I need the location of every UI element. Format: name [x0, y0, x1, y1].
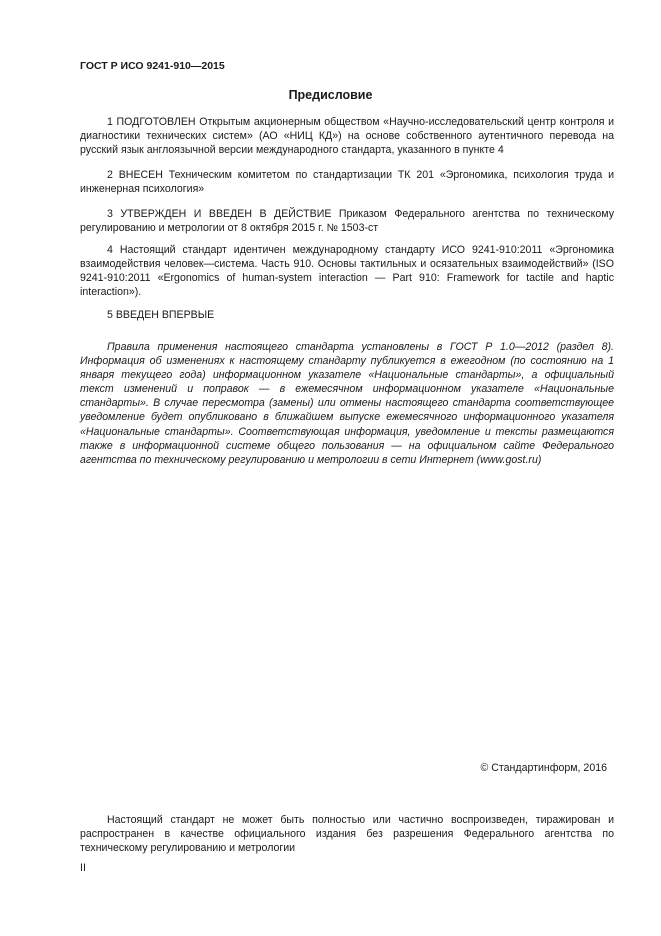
paragraph-introduced: 5 ВВЕДЕН ВПЕРВЫЕ	[107, 309, 215, 321]
document-code-header: ГОСТ Р ИСО 9241-910—2015	[80, 60, 225, 72]
paragraph-submitted: 2 ВНЕСЕН Техническим комитетом по стандартизации ТК 201 «Эргономика, психология труда и инженерная психология»	[80, 169, 614, 196]
paragraph-prepared: 1 ПОДГОТОВЛЕН Открытым акционерным обществом «Научно-исследовательский центр контроля и диагностики технических систем» (АО «НИЦ КД») на основе собственного аутентичного перевода на русский язык англоязычной версии международного стандарта, указанного в пункте 4	[80, 116, 614, 157]
rules-note: Правила применения настоящего стандарта установлены в ГОСТ Р 1.0—2012 (раздел 8). Информация об изменениях к настоящему стандарту публикуется в ежегодном (по состоянию на 1 января текущего года) информационном указателе «Национальные стандарты», а официальный текст изменений и поправок — в ежемесячном информационном указателе «Национальные стандарты». В случае пересмотра (замены) или отмены настоящего стандарта соответствующее уведомление будет опубликовано в ближайшем выпуске ежемесячного информационного указателя «Национальные стандарты». Соответствующая информация, уведомление и тексты размещаются также в информационной системе общего пользования — на официальном сайте Федерального агентства по техническому регулированию и метрологии в сети Интернет (www.gost.ru)	[80, 341, 614, 466]
reproduction-notice: Настоящий стандарт не может быть полностью или частично воспроизведен, тиражирован и распространен в качестве официального издания без разрешения Федерального агентства по техническому регулированию и метрологии	[80, 814, 614, 855]
paragraph-approved: 3 УТВЕРЖДЕН И ВВЕДЕН В ДЕЙСТВИЕ Приказом Федерального агентства по техническому регулированию и метрологии от 8 октября 2015 г. № 1503-ст	[80, 208, 614, 235]
copyright: © Стандартинформ, 2016	[480, 762, 607, 774]
paragraph-identical: 4 Настоящий стандарт идентичен международному стандарту ИСО 9241-910:2011 «Эргономика взаимодействия человек—система. Часть 910. Основы тактильных и осязательных взаимодействий» (ISO 9241-910:2011 «Ergonomics of human-system interaction — Part 910: Framework for tactile and haptic interaction»).	[80, 244, 614, 299]
page-number: II	[80, 862, 86, 874]
page-title: Предисловие	[288, 88, 373, 102]
